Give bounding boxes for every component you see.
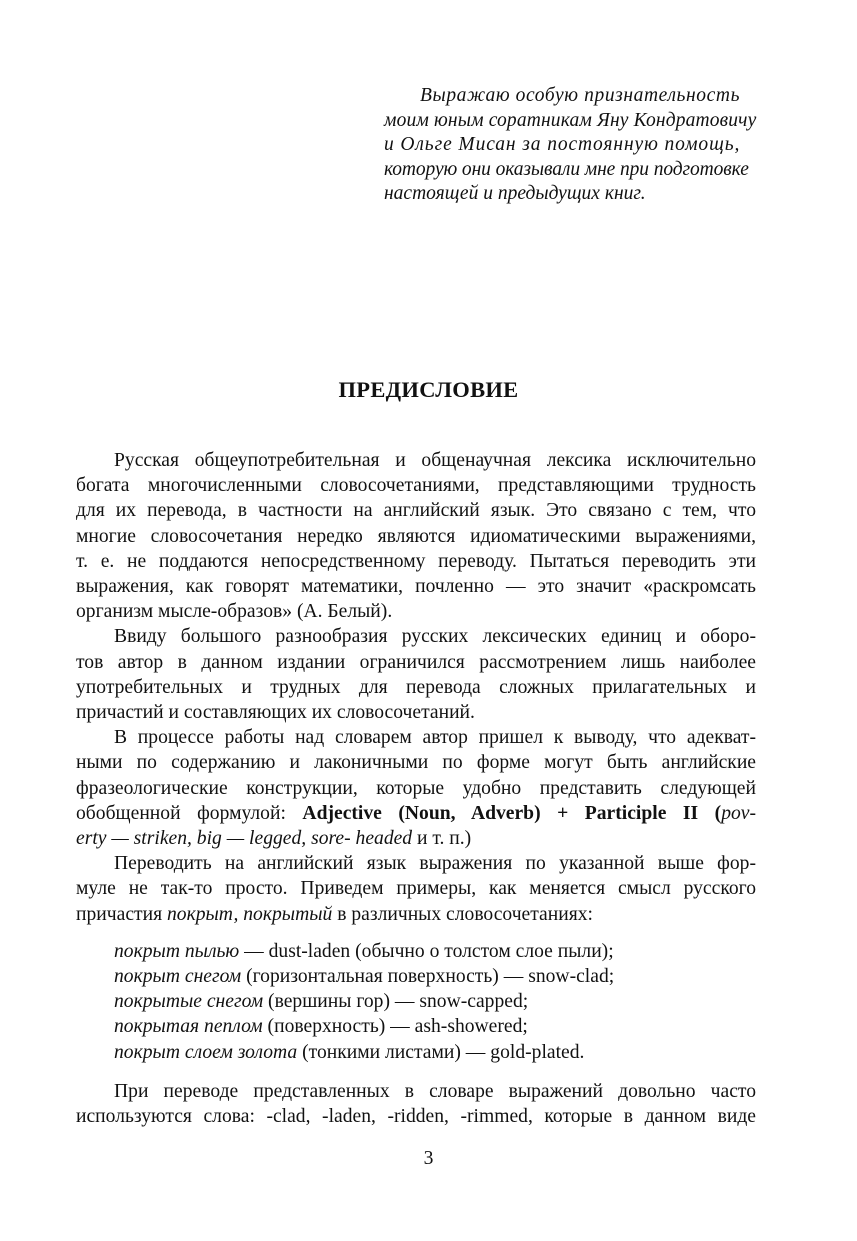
list-item xyxy=(114,939,756,964)
example-translation: — dust-laden (обычно о толстом слое пыли); xyxy=(239,940,614,962)
text-run: в различных словосочетаниях: xyxy=(332,903,593,925)
epigraph-line: настоящей и предыдущих книг. xyxy=(384,183,646,204)
example-italic: покрыт, покрытый xyxy=(166,903,333,925)
example-russian: покрытые снегом xyxy=(114,991,264,1013)
text-line: богата многочисленными словосочетаниями, представляющими трудность xyxy=(76,475,756,497)
list-item xyxy=(114,1040,756,1065)
text-line: организм мысле-образов» (А. Белый). xyxy=(76,601,393,623)
text-line: выражения, как говорят математики, почленно — это значит «раскромсать xyxy=(76,576,756,598)
page-title: ПРЕДИСЛОВИЕ xyxy=(338,377,519,402)
text-line: используются слова: -clad, -laden, -ridden, -rimmed, которые в данном виде xyxy=(76,1106,756,1128)
example-translation: (горизонтальная поверхность) — snow-clad; xyxy=(241,966,615,988)
epigraph-line: Выражаю особую признательность xyxy=(420,85,741,106)
text-line: Русская общеупотребительная и общенаучная лексика исключительно xyxy=(114,450,756,471)
text-line: При переводе представленных в словаре выражений довольно часто xyxy=(114,1080,756,1102)
text-line: употребительных и трудных для перевода сложных прилагательных и xyxy=(76,676,756,698)
list-item xyxy=(114,989,756,1014)
epigraph-line: которую они оказывали мне при подготовке xyxy=(384,158,749,180)
example-russian: покрыт пылью xyxy=(114,940,240,962)
example-translation: (поверхность) — ash-showered; xyxy=(262,1016,528,1038)
preface-body xyxy=(76,448,756,1129)
text-line: многие словосочетания нередко являются идиоматическими выражениями, xyxy=(76,525,756,547)
text-line: причастий и составляющих их словосочетаний. xyxy=(76,702,475,724)
example-italic: erty — striken, big — legged, sore- headed xyxy=(76,828,413,850)
examples-list xyxy=(114,939,756,1065)
text-run: причастия xyxy=(76,903,167,925)
text-line: ными по содержанию и лаконичными по форме могут быть английские xyxy=(76,752,756,774)
text-run: и т. п.) xyxy=(412,828,472,850)
text-line xyxy=(76,902,756,927)
epigraph xyxy=(384,84,756,207)
text-line: т. е. не поддаются непосредственному переводу. Пытаться переводить эти xyxy=(76,550,756,572)
text-line: тов автор в данном издании ограничился рассмотрением лишь наиболее xyxy=(76,651,756,673)
epigraph-line: и Ольге Мисан за постоянную помощь, xyxy=(384,134,741,155)
paragraph-2 xyxy=(76,624,756,725)
list-item xyxy=(114,964,756,989)
text-line xyxy=(76,826,756,851)
example-translation: (тонкими листами) — gold-plated. xyxy=(297,1041,585,1063)
epigraph-line: моим юным соратникам Яну Кондратовичу xyxy=(384,109,757,131)
paragraph-5 xyxy=(76,1079,756,1129)
formula-bold: Adjective (Noun, Adverb) + Participle II ( xyxy=(302,802,722,824)
paragraph-4 xyxy=(76,851,756,927)
paragraph-3 xyxy=(76,725,756,851)
page-number: 3 xyxy=(423,1148,434,1169)
paragraph-1 xyxy=(76,448,756,624)
text-line: для их перевода, в частности на английский язык. Это связано с тем, что xyxy=(76,500,756,522)
example-translation: (вершины гор) — snow-capped; xyxy=(263,991,529,1013)
list-item xyxy=(114,1014,756,1039)
text-run: обобщенной формулой: xyxy=(76,802,303,824)
text-line: Переводить на английский язык выражения по указанной выше фор- xyxy=(114,853,756,875)
text-line: фразеологические конструкции, которые удобно представить следующей xyxy=(76,777,756,799)
example-italic: pov- xyxy=(721,802,757,824)
text-line: В процессе работы над словарем автор пришел к выводу, что адекват- xyxy=(114,727,756,749)
example-russian: покрыт слоем золота xyxy=(114,1041,298,1063)
text-line: Ввиду большого разнообразия русских лексических единиц и оборо- xyxy=(114,626,756,648)
text-line xyxy=(76,801,756,826)
example-russian: покрыт снегом xyxy=(114,966,242,988)
example-russian: покрытая пеплом xyxy=(114,1016,263,1038)
text-line: муле не так-то просто. Приведем примеры, как меняется смысл русского xyxy=(76,878,756,900)
